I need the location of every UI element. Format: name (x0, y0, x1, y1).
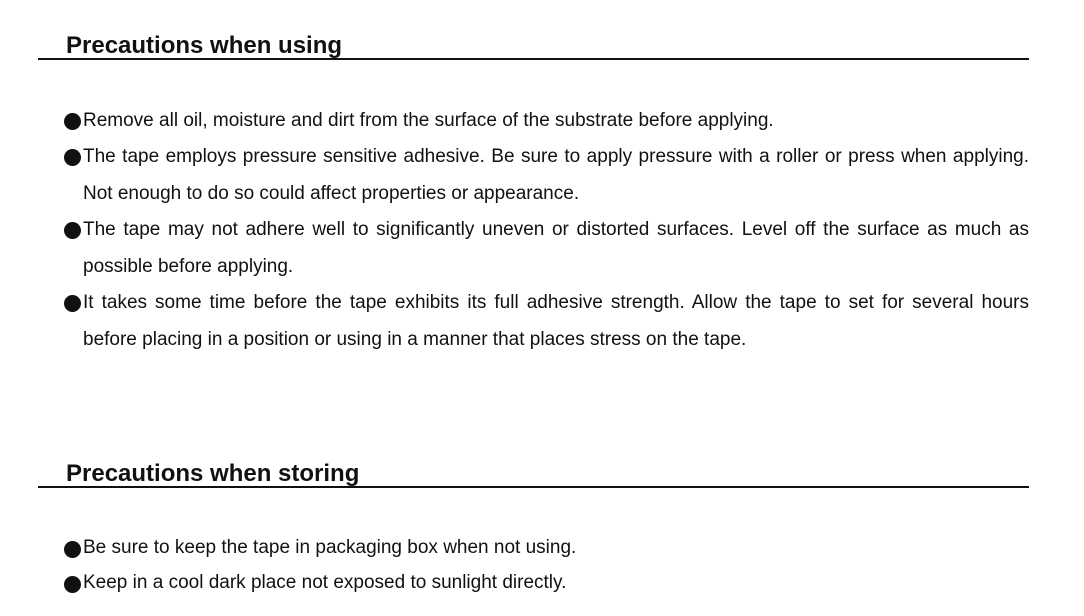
section-heading: Precautions when using (66, 32, 343, 59)
list-item-text: Keep in a cool dark place not exposed to sunlight directly. (83, 572, 567, 593)
precautions-list (64, 530, 1029, 600)
section-heading-rule (38, 458, 1029, 488)
list-item (64, 565, 1029, 601)
list-item (64, 284, 1029, 358)
list-item-text: It takes some time before the tape exhibits its full adhesive strength. Allow the tape to set for several hours before placing in a position or using in a manner that places stress on the tape. (83, 292, 1029, 350)
bullet-icon (64, 149, 81, 166)
list-item (64, 211, 1029, 285)
bullet-icon (64, 576, 81, 593)
list-item-text: Remove all oil, moisture and dirt from the surface of the substrate before applying. (83, 110, 774, 131)
list-item (64, 530, 1029, 566)
bullet-icon (64, 295, 81, 312)
section-heading-rule (38, 30, 1029, 60)
section-precautions-using (38, 30, 1029, 350)
list-item-text: Be sure to keep the tape in packaging box when not using. (83, 537, 577, 558)
precautions-list (64, 102, 1029, 357)
list-item-text: The tape employs pressure sensitive adhesive. Be sure to apply pressure with a roller or press when applying. Not enough to do so could affect properties or appearance. (83, 146, 1029, 204)
list-item (64, 138, 1029, 212)
bullet-icon (64, 541, 81, 558)
section-precautions-storing (38, 458, 1029, 593)
section-heading: Precautions when storing (66, 460, 360, 487)
bullet-icon (64, 113, 81, 130)
list-item (64, 102, 1029, 139)
bullet-icon (64, 222, 81, 239)
list-item-text: The tape may not adhere well to significantly uneven or distorted surfaces. Level off the surface as much as possible before applying. (83, 219, 1029, 277)
